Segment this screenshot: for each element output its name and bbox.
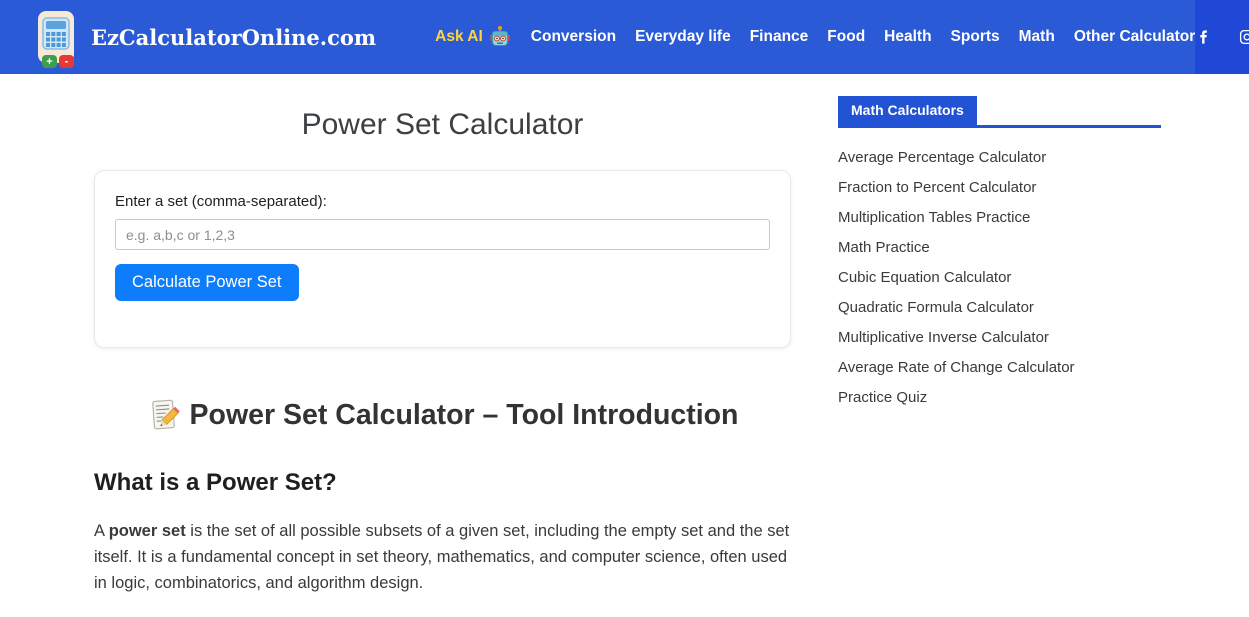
- top-navbar: [0, 0, 1249, 74]
- sidebar-item-quadratic-formula[interactable]: Quadratic Formula Calculator: [838, 298, 1034, 316]
- calculator-logo-icon: [34, 9, 78, 71]
- tool-introduction-heading: [94, 398, 791, 432]
- main-content: [94, 74, 791, 596]
- paragraph-prefix: A: [94, 522, 109, 540]
- paragraph-rest: is the set of all possible subsets of a given set, including the empty set and the set itself. It is a fundamental concept in set theory, mathematics, and computer science, often used in logic, combinatorics, and algorithm design.: [94, 522, 790, 592]
- sidebar-item-practice-quiz[interactable]: Practice Quiz: [838, 388, 928, 406]
- nav-item-everyday-life[interactable]: Everyday life: [635, 28, 731, 45]
- calculate-power-set-button[interactable]: Calculate Power Set: [115, 264, 299, 301]
- instagram-icon[interactable]: [1238, 28, 1249, 46]
- nav-item-health[interactable]: Health: [884, 28, 932, 45]
- list-item: [838, 202, 1161, 232]
- sidebar-item-average-rate-of-change[interactable]: Average Rate of Change Calculator: [838, 358, 1075, 376]
- power-set-description: [94, 518, 791, 596]
- paragraph-bold-term: power set: [108, 522, 186, 540]
- sidebar-item-average-percentage[interactable]: Average Percentage Calculator: [838, 148, 1047, 166]
- list-item: [838, 232, 1161, 262]
- brand-title: EzCalculatorOnline.com: [91, 24, 377, 50]
- sidebar-item-multiplication-tables[interactable]: Multiplication Tables Practice: [838, 208, 1031, 226]
- main-nav-menu: [435, 25, 1195, 49]
- sidebar-item-multiplicative-inverse[interactable]: Multiplicative Inverse Calculator: [838, 328, 1049, 346]
- memo-icon: [147, 398, 181, 432]
- list-item: [838, 262, 1161, 292]
- nav-item-conversion[interactable]: Conversion: [530, 28, 617, 45]
- set-input-label: Enter a set (comma-separated):: [115, 193, 327, 210]
- tool-introduction-heading-text: Power Set Calculator – Tool Introduction: [189, 398, 739, 431]
- math-calculators-sidebar: [838, 96, 1161, 412]
- math-calculators-tab[interactable]: Math Calculators: [838, 96, 977, 125]
- sidebar-link-list: [838, 142, 1161, 412]
- list-item: [838, 322, 1161, 352]
- nav-item-other-calculator[interactable]: Other Calculator: [1073, 28, 1196, 45]
- sidebar-item-fraction-to-percent[interactable]: Fraction to Percent Calculator: [838, 178, 1037, 196]
- list-item: [838, 172, 1161, 202]
- what-is-power-set-heading: What is a Power Set?: [94, 469, 337, 496]
- list-item: [838, 142, 1161, 172]
- robot-icon: [488, 25, 512, 49]
- power-set-calculator-card: [94, 170, 791, 348]
- ask-ai-label: Ask AI: [435, 28, 483, 45]
- nav-item-math[interactable]: Math: [1018, 28, 1055, 45]
- nav-item-ask-ai[interactable]: [435, 25, 512, 49]
- nav-item-food[interactable]: Food: [827, 28, 866, 45]
- list-item: [838, 292, 1161, 322]
- sidebar-header: [838, 96, 1161, 128]
- social-links-strip: [1195, 0, 1249, 74]
- svg-text:+: +: [46, 56, 53, 68]
- list-item: [838, 352, 1161, 382]
- brand-home-link[interactable]: [34, 3, 376, 71]
- nav-item-sports[interactable]: Sports: [950, 28, 1000, 45]
- svg-text:-: -: [64, 55, 69, 68]
- facebook-icon[interactable]: [1195, 28, 1213, 46]
- set-input[interactable]: [115, 219, 770, 250]
- page-title: Power Set Calculator: [301, 108, 584, 141]
- list-item: [838, 382, 1161, 412]
- sidebar-item-cubic-equation[interactable]: Cubic Equation Calculator: [838, 268, 1012, 286]
- sidebar-item-math-practice[interactable]: Math Practice: [838, 238, 930, 256]
- nav-item-finance[interactable]: Finance: [749, 28, 809, 45]
